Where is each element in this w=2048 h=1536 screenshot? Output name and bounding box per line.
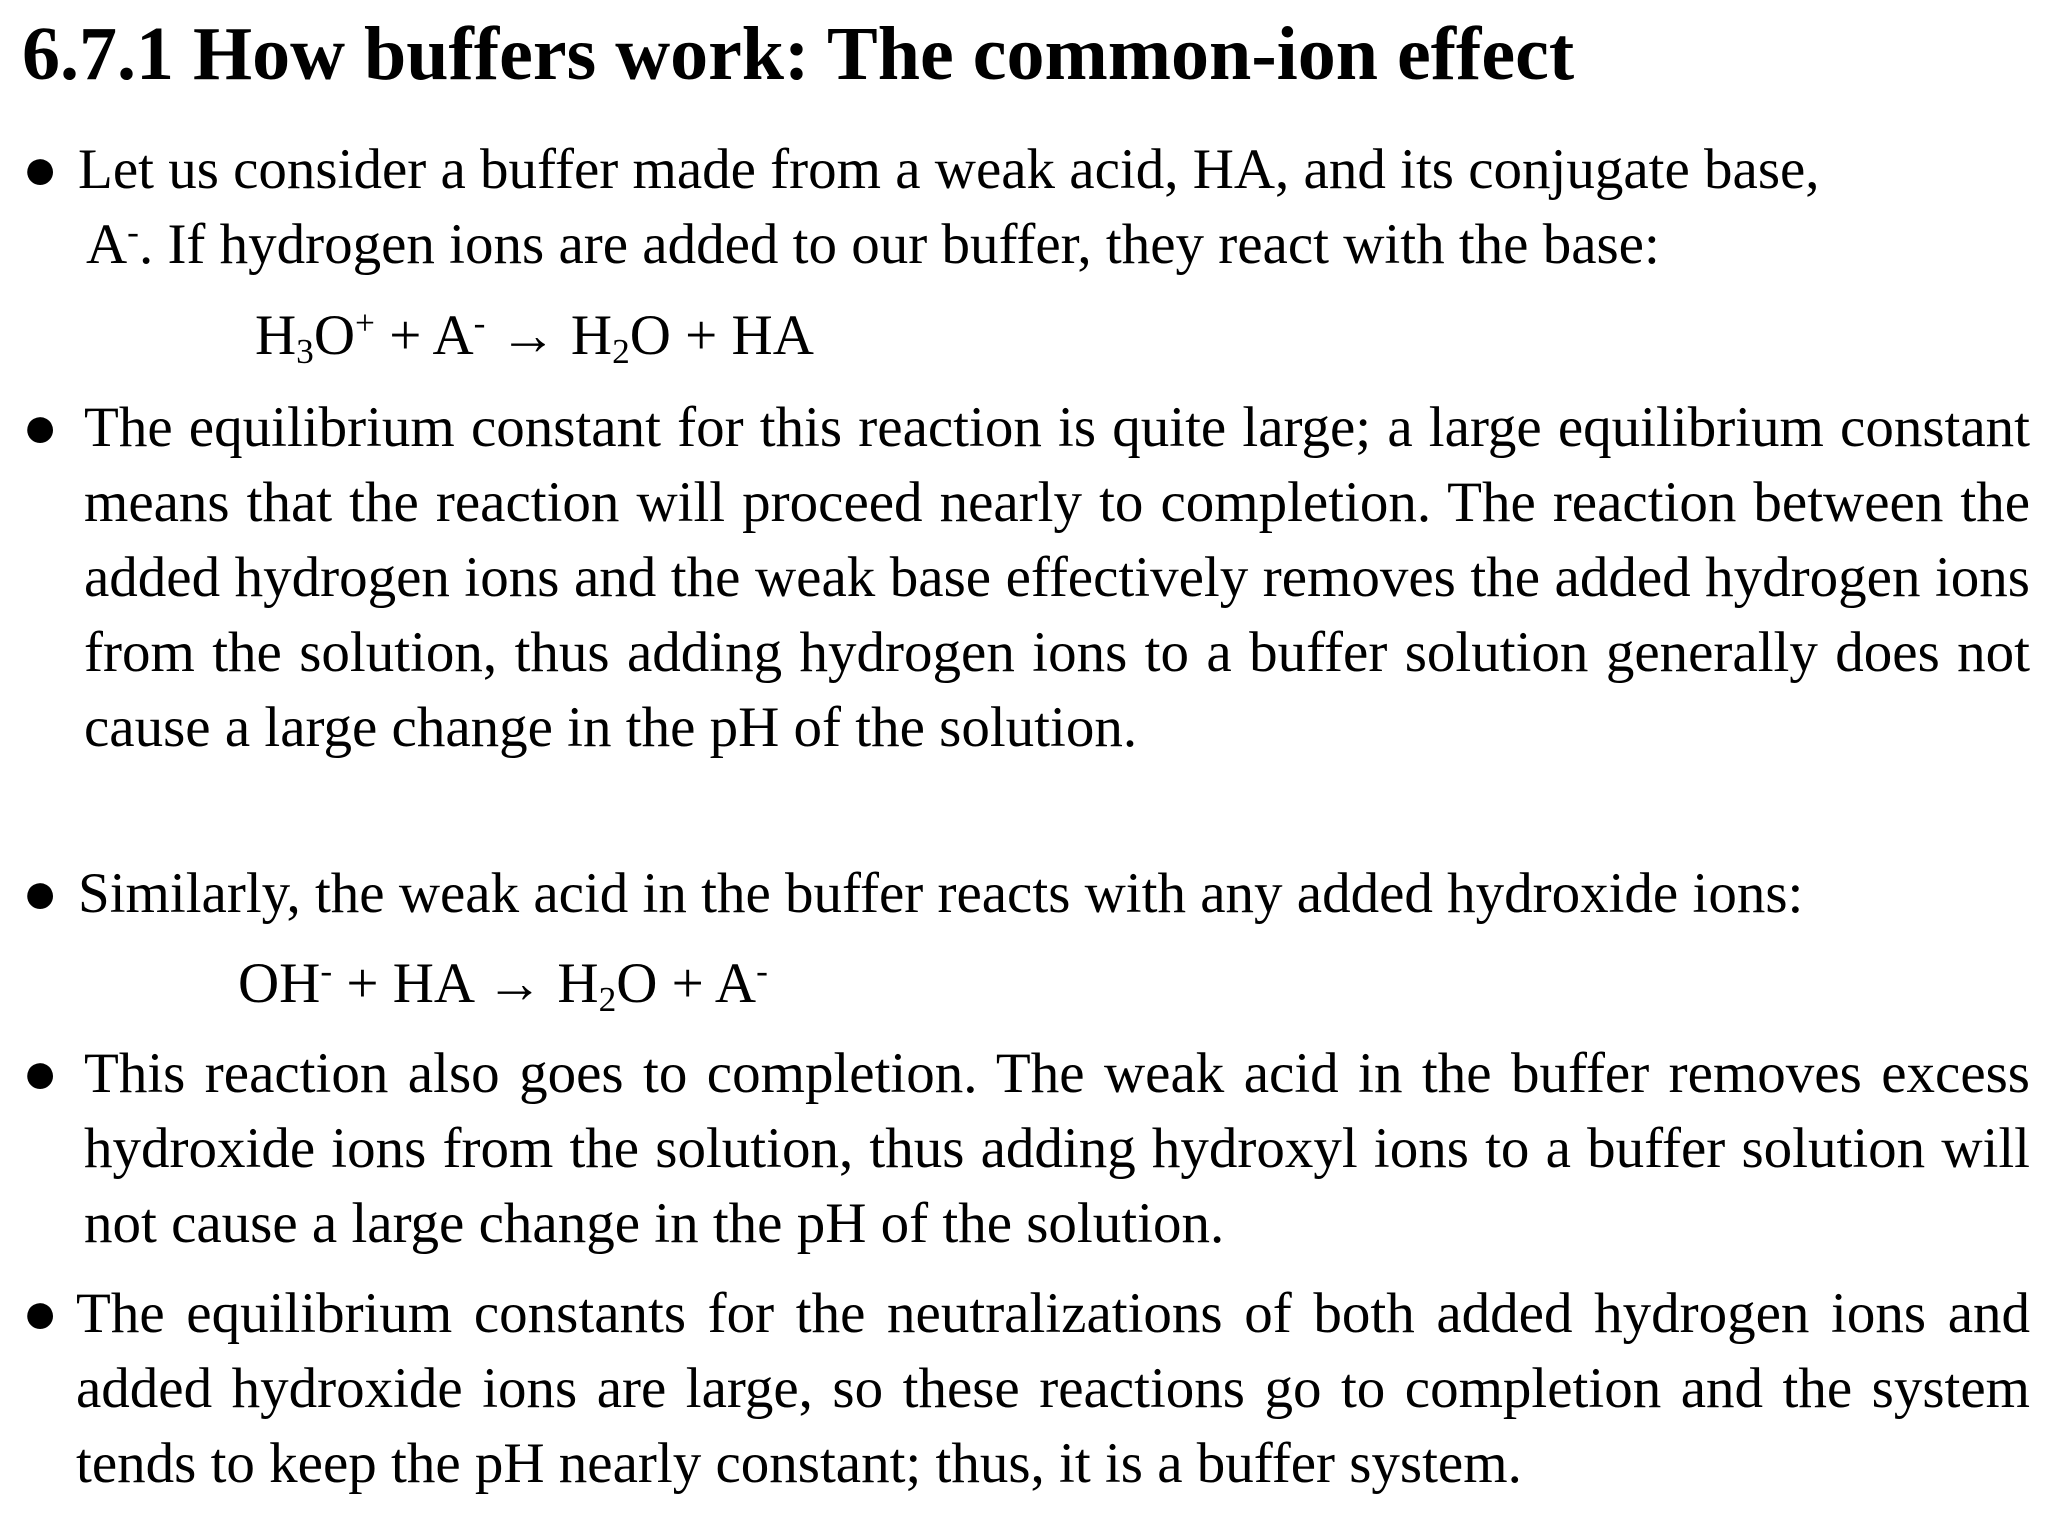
bullet-1-text bbox=[78, 132, 2030, 282]
bullet-3-dot: ● bbox=[22, 860, 59, 926]
section-title: 6.7.1 How buffers work: The common-ion effect bbox=[22, 12, 1575, 96]
bullet-1-line-2-rest: . If hydrogen ions are added to our buffer, they react with the base: bbox=[138, 213, 1660, 276]
equation-2: OH- + HA → $H_2O + A^-$ bbox=[238, 951, 768, 1019]
bullet-3-text: Similarly, the weak acid in the buffer reacts with any added hydroxide ions: bbox=[78, 862, 1804, 925]
bullet-3 bbox=[22, 856, 2030, 932]
equation-1: $H_3O^+ + A^- \to H_2O$ + HA bbox=[255, 303, 814, 371]
bullet-1-line-1: Let us consider a buffer made from a weak acid, HA, and its conjugate base, bbox=[78, 138, 1820, 201]
bullet-5 bbox=[22, 1276, 2030, 1502]
bullet-1 bbox=[22, 132, 2030, 282]
bullet-2-text: The equilibrium constant for this reaction is quite large; a large equilibrium constant means that the reaction will proceed nearly to completion. The reaction between the added hydrogen ions and the weak base effectively removes the added hydrogen ions from the solution, thus adding hydrogen ions to a buffer solution generally does not cause a large change in the pH of the solution. bbox=[84, 396, 2030, 759]
bullet-5-dot: ● bbox=[22, 1280, 59, 1346]
bullet-1-line-2 bbox=[78, 207, 2030, 282]
bullet-1-dot: ● bbox=[22, 136, 59, 202]
bullet-5-text: The equilibrium constants for the neutralizations of both added hydrogen ions and added hydroxide ions are large, so these reactions go to completion and the system tends to keep the pH nearly constant; thus, it is a buffer system. bbox=[76, 1282, 2030, 1495]
bullet-1-anion-charge: - bbox=[127, 212, 139, 252]
bullet-4 bbox=[22, 1036, 2030, 1262]
bullet-4-dot: ● bbox=[22, 1040, 59, 1106]
bullet-2 bbox=[22, 390, 2030, 840]
bullet-4-text: This reaction also goes to completion. The weak acid in the buffer removes excess hydroxide ions from the solution, thus adding hydroxyl ions to a buffer solution will not cause a large change in the pH of the solution. bbox=[84, 1042, 2030, 1255]
bullet-2-dot: ● bbox=[22, 394, 59, 460]
bullet-1-anion: A bbox=[86, 213, 128, 276]
